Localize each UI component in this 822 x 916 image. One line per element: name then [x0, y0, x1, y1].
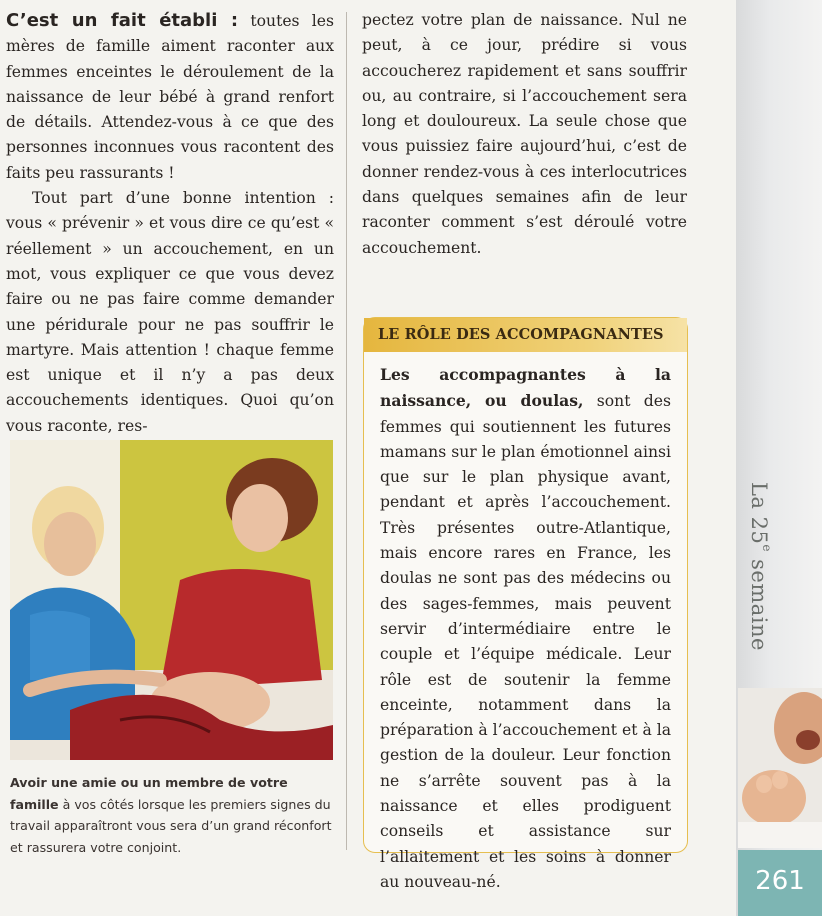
second-paragraph: Tout part d’une bonne intention : vous « prévenir » et vous dire ce qu’est « réellement » un accouchement, en un mot, vous expliquer ce que vous devez faire ou ne pas faire comme demander une péridurale pour ne pas souffrir le martyre. Mais attention ! chaque femme est unique et il n’y a pas deux accouchements identiques. Quoi qu’on vous raconte, res-: [6, 189, 334, 435]
chapter-running-title: [747, 482, 774, 651]
chapter-prefix: La 25: [747, 482, 771, 545]
continued-paragraph: pectez votre plan de naissance. Nul ne peut, à ce jour, prédire si vous accoucherez rapidement et sans souffrir ou, au contraire, si l’accouchement sera long et douloureux. La seule chose que vous puissiez faire aujourd’hui, c’est de donner rendez-vous à ces interlocutrices dans quelques semaines afin de leur raconter comment s’est déroulé votre accouchement.: [362, 11, 687, 257]
page-number: 261: [755, 866, 805, 896]
info-box-lead: Les accompagnantes à la naissance, ou doulas,: [380, 365, 671, 411]
baby-photo: [738, 688, 822, 848]
photo-caption: [10, 772, 332, 858]
info-box: [363, 317, 688, 891]
page-number-box: [738, 850, 822, 916]
caption-bold: Avoir une amie ou un membre de votre famille: [10, 775, 288, 812]
column-divider: [346, 12, 347, 850]
left-column: [6, 8, 334, 439]
intro-text: toutes les mères de famille aiment raconter aux femmes enceintes le déroulement de la naissance de leur bébé à grand renfort de détails. Attendez-vous à ce que des personnes inconnues vous racontent des faits peu rassurants !: [6, 12, 335, 182]
caption-text: à vos côtés lorsque les premiers signes du travail apparaîtront vous sera d’un grand réconfort et rassurera votre conjoint.: [10, 796, 332, 855]
info-box-heading: LE RÔLE DES ACCOMPAGNANTES: [364, 318, 687, 352]
intro-paragraph: [6, 8, 334, 186]
right-column: [362, 8, 687, 261]
info-box-body: [364, 352, 687, 895]
info-box-text: sont des femmes qui soutiennent les futures mamans sur le plan émotionnel ainsi que sur le plan physique avant, pendant et après l’accouchement. Très présentes outre-Atlantique, mais encore rares en France, les doulas ne sont pas des médecins ou des sages-femmes, mais peuvent servir d’intermédiaire entre le couple et l’équipe médicale. Leur rôle est de soutenir la femme enceinte, notamment dans la préparation à l’accouchement et à la gestion de la douleur. Leur fonction ne s’arrête souvent pas à la naissance et elles prodiguent conseils et assistance sur l’allaitement et les soins à donner au nouveau-né.: [380, 392, 672, 891]
photo-two-women: [10, 440, 333, 760]
chapter-superscript: e: [760, 544, 774, 552]
lead-phrase: C’est un fait établi :: [6, 10, 239, 31]
chapter-suffix: semaine: [747, 551, 771, 651]
